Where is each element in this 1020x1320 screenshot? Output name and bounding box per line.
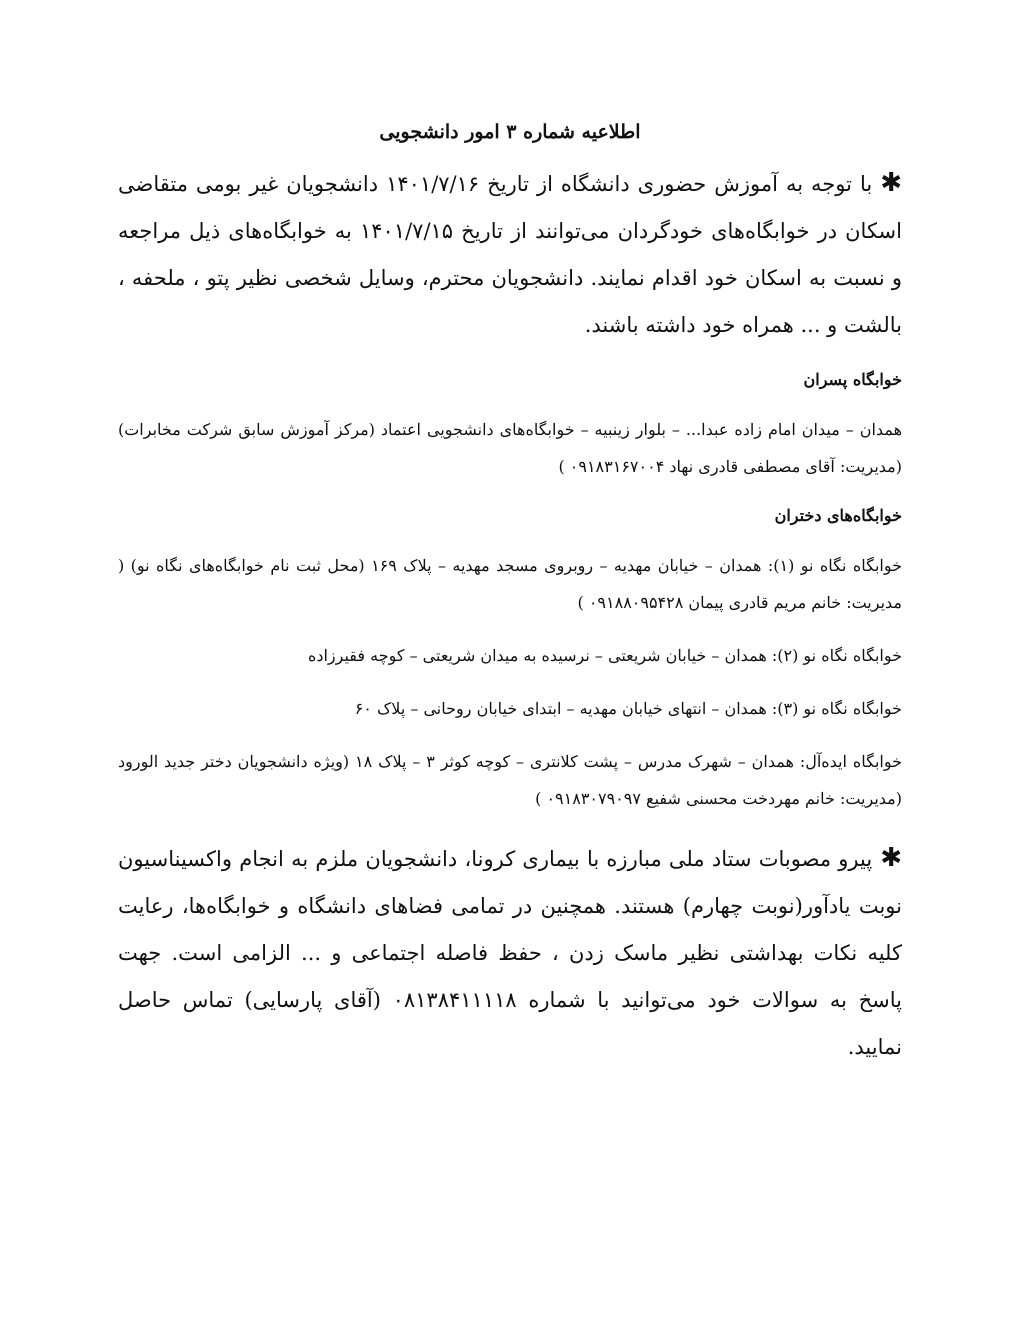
girls-dorm-heading: خوابگاه‌های دختران (774, 506, 902, 525)
intro-paragraph (118, 160, 902, 349)
girls-dorm-entry-negah-no-3: خوابگاه نگاه نو (۳): همدان – انتهای خیابان مهدیه – ابتدای خیابان روحانی – پلاک ۶۰ (354, 699, 902, 718)
closing-paragraph (118, 835, 902, 1071)
boys-dorm-heading: خوابگاه پسران (803, 370, 902, 389)
intro-paragraph-text: با توجه به آموزش حضوری دانشگاه از تاریخ ۱۴۰۱/۷/۱۶ دانشجویان غیر بومی متقاضی اسکان در خوابگاه‌های خودگردان می‌توانند از تاریخ ۱۴۰۱/۷/۱۵ به خوابگاه‌های ذیل مراجعه و نسبت به اسکان خود اقدام نمایند. دانشجویان محترم، وسایل شخصی نظیر پتو ، ملحفه ، بالشت و ... همراه خود داشته باشند. (118, 172, 902, 337)
page-title: اطلاعیه شماره ۳ امور دانشجویی (379, 121, 641, 143)
girls-dorm-entry-negah-no-1: خوابگاه نگاه نو (۱): همدان – خیابان مهدیه – روبروی مسجد مهدیه – پلاک ۱۶۹ (محل ثبت نام خوابگاه‌های نگاه نو) ( مدیریت: خانم مریم قادری پیمان ۰۹۱۸۸۰۹۵۴۲۸ ) (118, 556, 902, 612)
closing-paragraph-text: پیرو مصوبات ستاد ملی مبارزه با بیماری کرونا، دانشجویان ملزم به انجام واکسیناسیون نوبت یادآور(نوبت چهارم) هستند. همچنین در تمامی فضاهای دانشگاه و خوابگاه‌ها، رعایت کلیه نکات بهداشتی نظیر ماسک زدن ، حفظ فاصله اجتماعی و ... الزامی است. جهت پاسخ به سوالات خود می‌توانید با شماره ۰۸۱۳۸۴۱۱۱۱۸ (آقای پارسایی) تماس حاصل نمایید. (118, 847, 902, 1059)
asterisk-icon: ✱ (880, 168, 902, 198)
girls-dorm-entry-negah-no-2: خوابگاه نگاه نو (۲): همدان – خیابان شریعتی – نرسیده به میدان شریعتی – کوچه فقیرزاده (307, 646, 902, 665)
girls-dorm-entry-ideal: خوابگاه ایده‌آل: همدان – شهرک مدرس – پشت کلانتری – کوچه کوثر ۳ – پلاک ۱۸ (ویژه دانشجویان دختر جدید الورود (مدیریت: خانم مهردخت محسنی شفیع ۰۹۱۸۳۰۷۹۰۹۷ ) (118, 752, 903, 808)
boys-dorm-entry: همدان – میدان امام زاده عبدا... – بلوار زینبیه – خوابگاه‌های دانشجویی اعتماد (مرکز آموزش سابق شرکت مخابرات) (مدیریت: آقای مصطفی قادری نهاد ۰۹۱۸۳۱۶۷۰۰۴ ) (118, 420, 903, 476)
asterisk-icon: ✱ (880, 843, 902, 873)
announcement-page (118, 118, 902, 1089)
